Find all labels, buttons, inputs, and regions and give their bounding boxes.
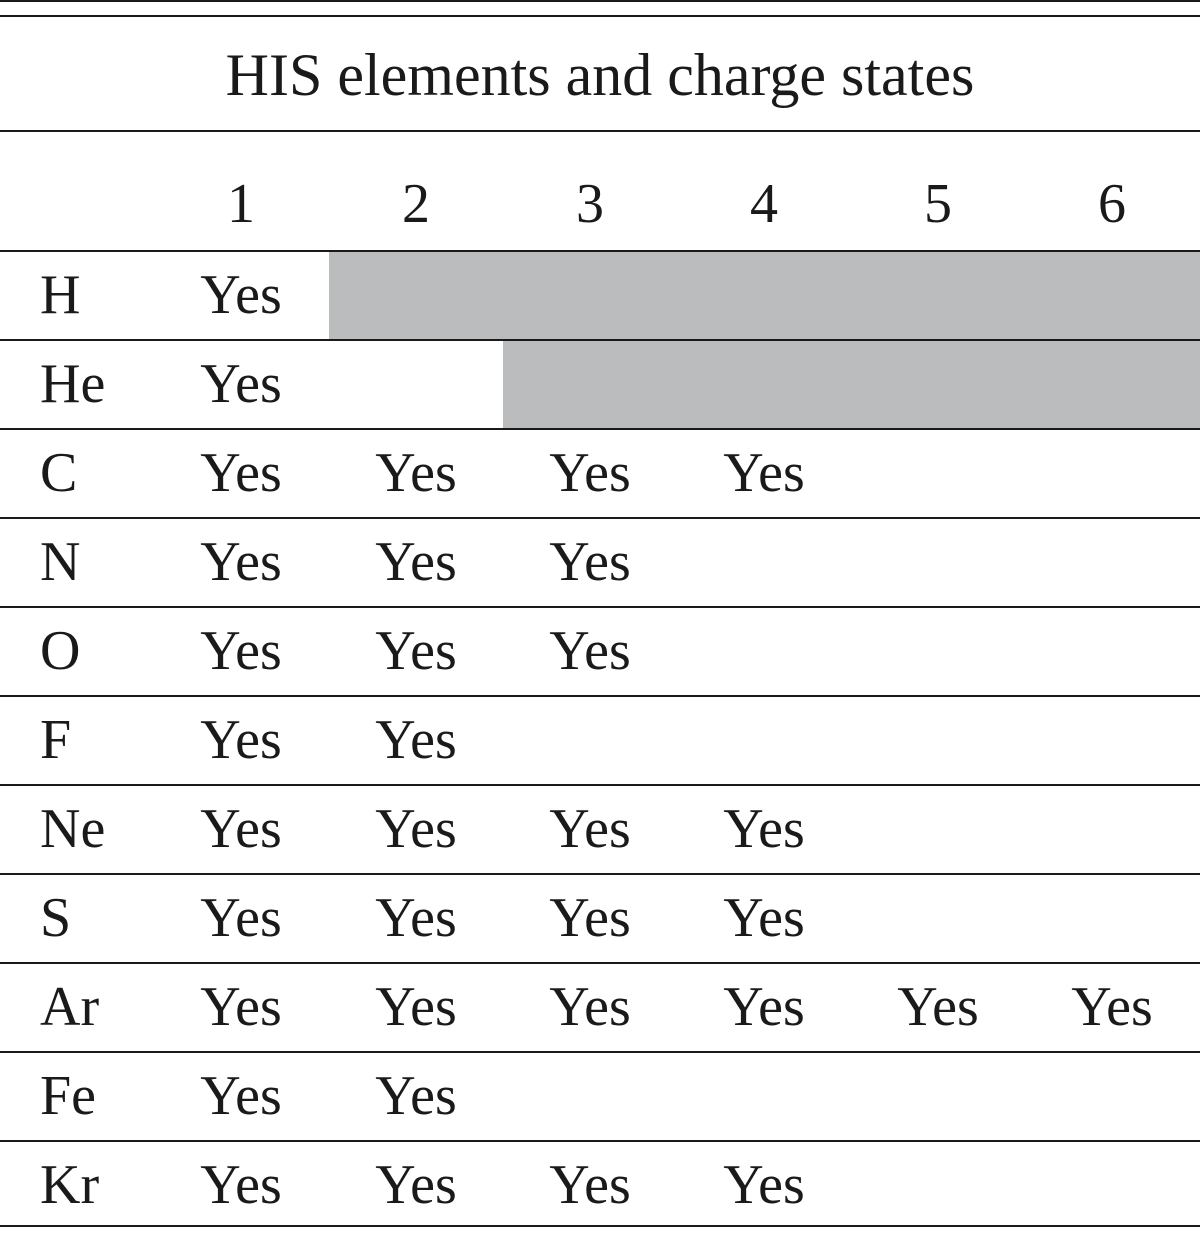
- charge-cell-3: Yes: [549, 975, 631, 1038]
- table-title: HIS elements and charge states: [225, 42, 975, 108]
- charge-cell-4: Yes: [723, 441, 805, 504]
- table-row: [0, 962, 1200, 1051]
- charge-cell-6: [1025, 517, 1199, 606]
- charge-state-header-row: [0, 134, 1200, 251]
- element-symbol: Kr: [40, 1153, 100, 1216]
- charge-cell-3: [503, 1051, 677, 1140]
- charge-cell-3: [503, 695, 677, 784]
- table-row: [0, 873, 1200, 962]
- charge-cell-6: [1025, 873, 1199, 962]
- charge-cell-6: [1025, 1140, 1199, 1229]
- charge-cell-1: Yes: [200, 797, 282, 860]
- element-symbol: He: [40, 352, 106, 415]
- charge-cell-3: Yes: [549, 886, 631, 949]
- charge-cell-1: Yes: [200, 263, 282, 326]
- element-symbol: Ar: [40, 975, 100, 1038]
- table-row: [0, 606, 1200, 695]
- charge-cell-6: [1025, 1051, 1199, 1140]
- charge-cell-2: Yes: [375, 1064, 457, 1127]
- element-symbol: N: [40, 530, 81, 593]
- table-row: [0, 339, 1200, 428]
- charge-cell-1: Yes: [200, 1064, 282, 1127]
- charge-cell-4: Yes: [723, 886, 805, 949]
- charge-cell-5: [851, 339, 1025, 428]
- charge-cell-5: Yes: [897, 975, 979, 1038]
- charge-cell-5: [851, 1140, 1025, 1229]
- element-symbol: Ne: [40, 797, 106, 860]
- charge-cell-4: [677, 606, 851, 695]
- element-symbol: S: [40, 886, 72, 949]
- charge-cell-2: Yes: [375, 619, 457, 682]
- charge-cell-3: Yes: [549, 619, 631, 682]
- table-row: [0, 250, 1200, 339]
- charge-cell-6: [1025, 428, 1199, 517]
- charge-cell-6: [1025, 250, 1199, 339]
- charge-cell-2: [329, 250, 503, 339]
- charge-cell-5: [851, 428, 1025, 517]
- charge-cell-4: Yes: [723, 1153, 805, 1216]
- charge-cell-3: [503, 339, 677, 428]
- element-symbol: O: [40, 619, 81, 682]
- charge-cell-4: [677, 339, 851, 428]
- charge-cell-2: Yes: [375, 797, 457, 860]
- table-row: [0, 695, 1200, 784]
- charge-header-2: 2: [402, 172, 430, 235]
- charge-header-3: 3: [576, 172, 604, 235]
- charge-cell-1: Yes: [200, 530, 282, 593]
- charge-cell-2: Yes: [375, 1153, 457, 1216]
- element-symbol: Fe: [40, 1064, 96, 1127]
- charge-cell-5: [851, 695, 1025, 784]
- charge-cell-3: Yes: [549, 1153, 631, 1216]
- charge-header-4: 4: [750, 172, 778, 235]
- charge-cell-3: [503, 250, 677, 339]
- charge-cell-2: [329, 339, 503, 428]
- charge-header-1: 1: [227, 172, 255, 235]
- element-symbol: F: [40, 708, 72, 771]
- charge-cell-5: [851, 1051, 1025, 1140]
- charge-cell-6: [1025, 784, 1199, 873]
- charge-cell-2: Yes: [375, 975, 457, 1038]
- element-symbol: C: [40, 441, 78, 504]
- bottom-rule: [0, 1225, 1200, 1227]
- charge-cell-4: Yes: [723, 797, 805, 860]
- charge-cell-2: Yes: [375, 441, 457, 504]
- table-row: [0, 517, 1200, 606]
- charge-cell-4: [677, 250, 851, 339]
- charge-cell-2: Yes: [375, 708, 457, 771]
- charge-cell-6: [1025, 606, 1199, 695]
- table-row: [0, 1140, 1200, 1229]
- charge-cell-4: [677, 1051, 851, 1140]
- charge-cell-1: Yes: [200, 619, 282, 682]
- charge-cell-1: Yes: [200, 975, 282, 1038]
- element-symbol: H: [40, 263, 81, 326]
- charge-header-5: 5: [924, 172, 952, 235]
- charge-header-6: 6: [1098, 172, 1126, 235]
- charge-cell-6: [1025, 695, 1199, 784]
- top-rule-outer: [0, 0, 1200, 2]
- charge-cell-5: [851, 873, 1025, 962]
- title-rule: [0, 130, 1200, 132]
- charge-cell-1: Yes: [200, 708, 282, 771]
- charge-cell-2: Yes: [375, 530, 457, 593]
- charge-cell-5: [851, 250, 1025, 339]
- charge-cell-6: Yes: [1071, 975, 1153, 1038]
- table-row: [0, 784, 1200, 873]
- charge-cell-4: Yes: [723, 975, 805, 1038]
- charge-cell-4: [677, 695, 851, 784]
- table-row: [0, 1051, 1200, 1140]
- charge-cell-5: [851, 517, 1025, 606]
- charge-cell-3: Yes: [549, 441, 631, 504]
- charge-cell-1: Yes: [200, 886, 282, 949]
- table-row: [0, 428, 1200, 517]
- charge-cell-3: Yes: [549, 797, 631, 860]
- top-rule-inner: [0, 15, 1200, 17]
- charge-cell-1: Yes: [200, 1153, 282, 1216]
- charge-cell-1: Yes: [200, 352, 282, 415]
- charge-cell-3: Yes: [549, 530, 631, 593]
- charge-cell-5: [851, 784, 1025, 873]
- charge-cell-4: [677, 517, 851, 606]
- charge-cell-2: Yes: [375, 886, 457, 949]
- charge-cell-1: Yes: [200, 441, 282, 504]
- charge-cell-6: [1025, 339, 1199, 428]
- charge-cell-5: [851, 606, 1025, 695]
